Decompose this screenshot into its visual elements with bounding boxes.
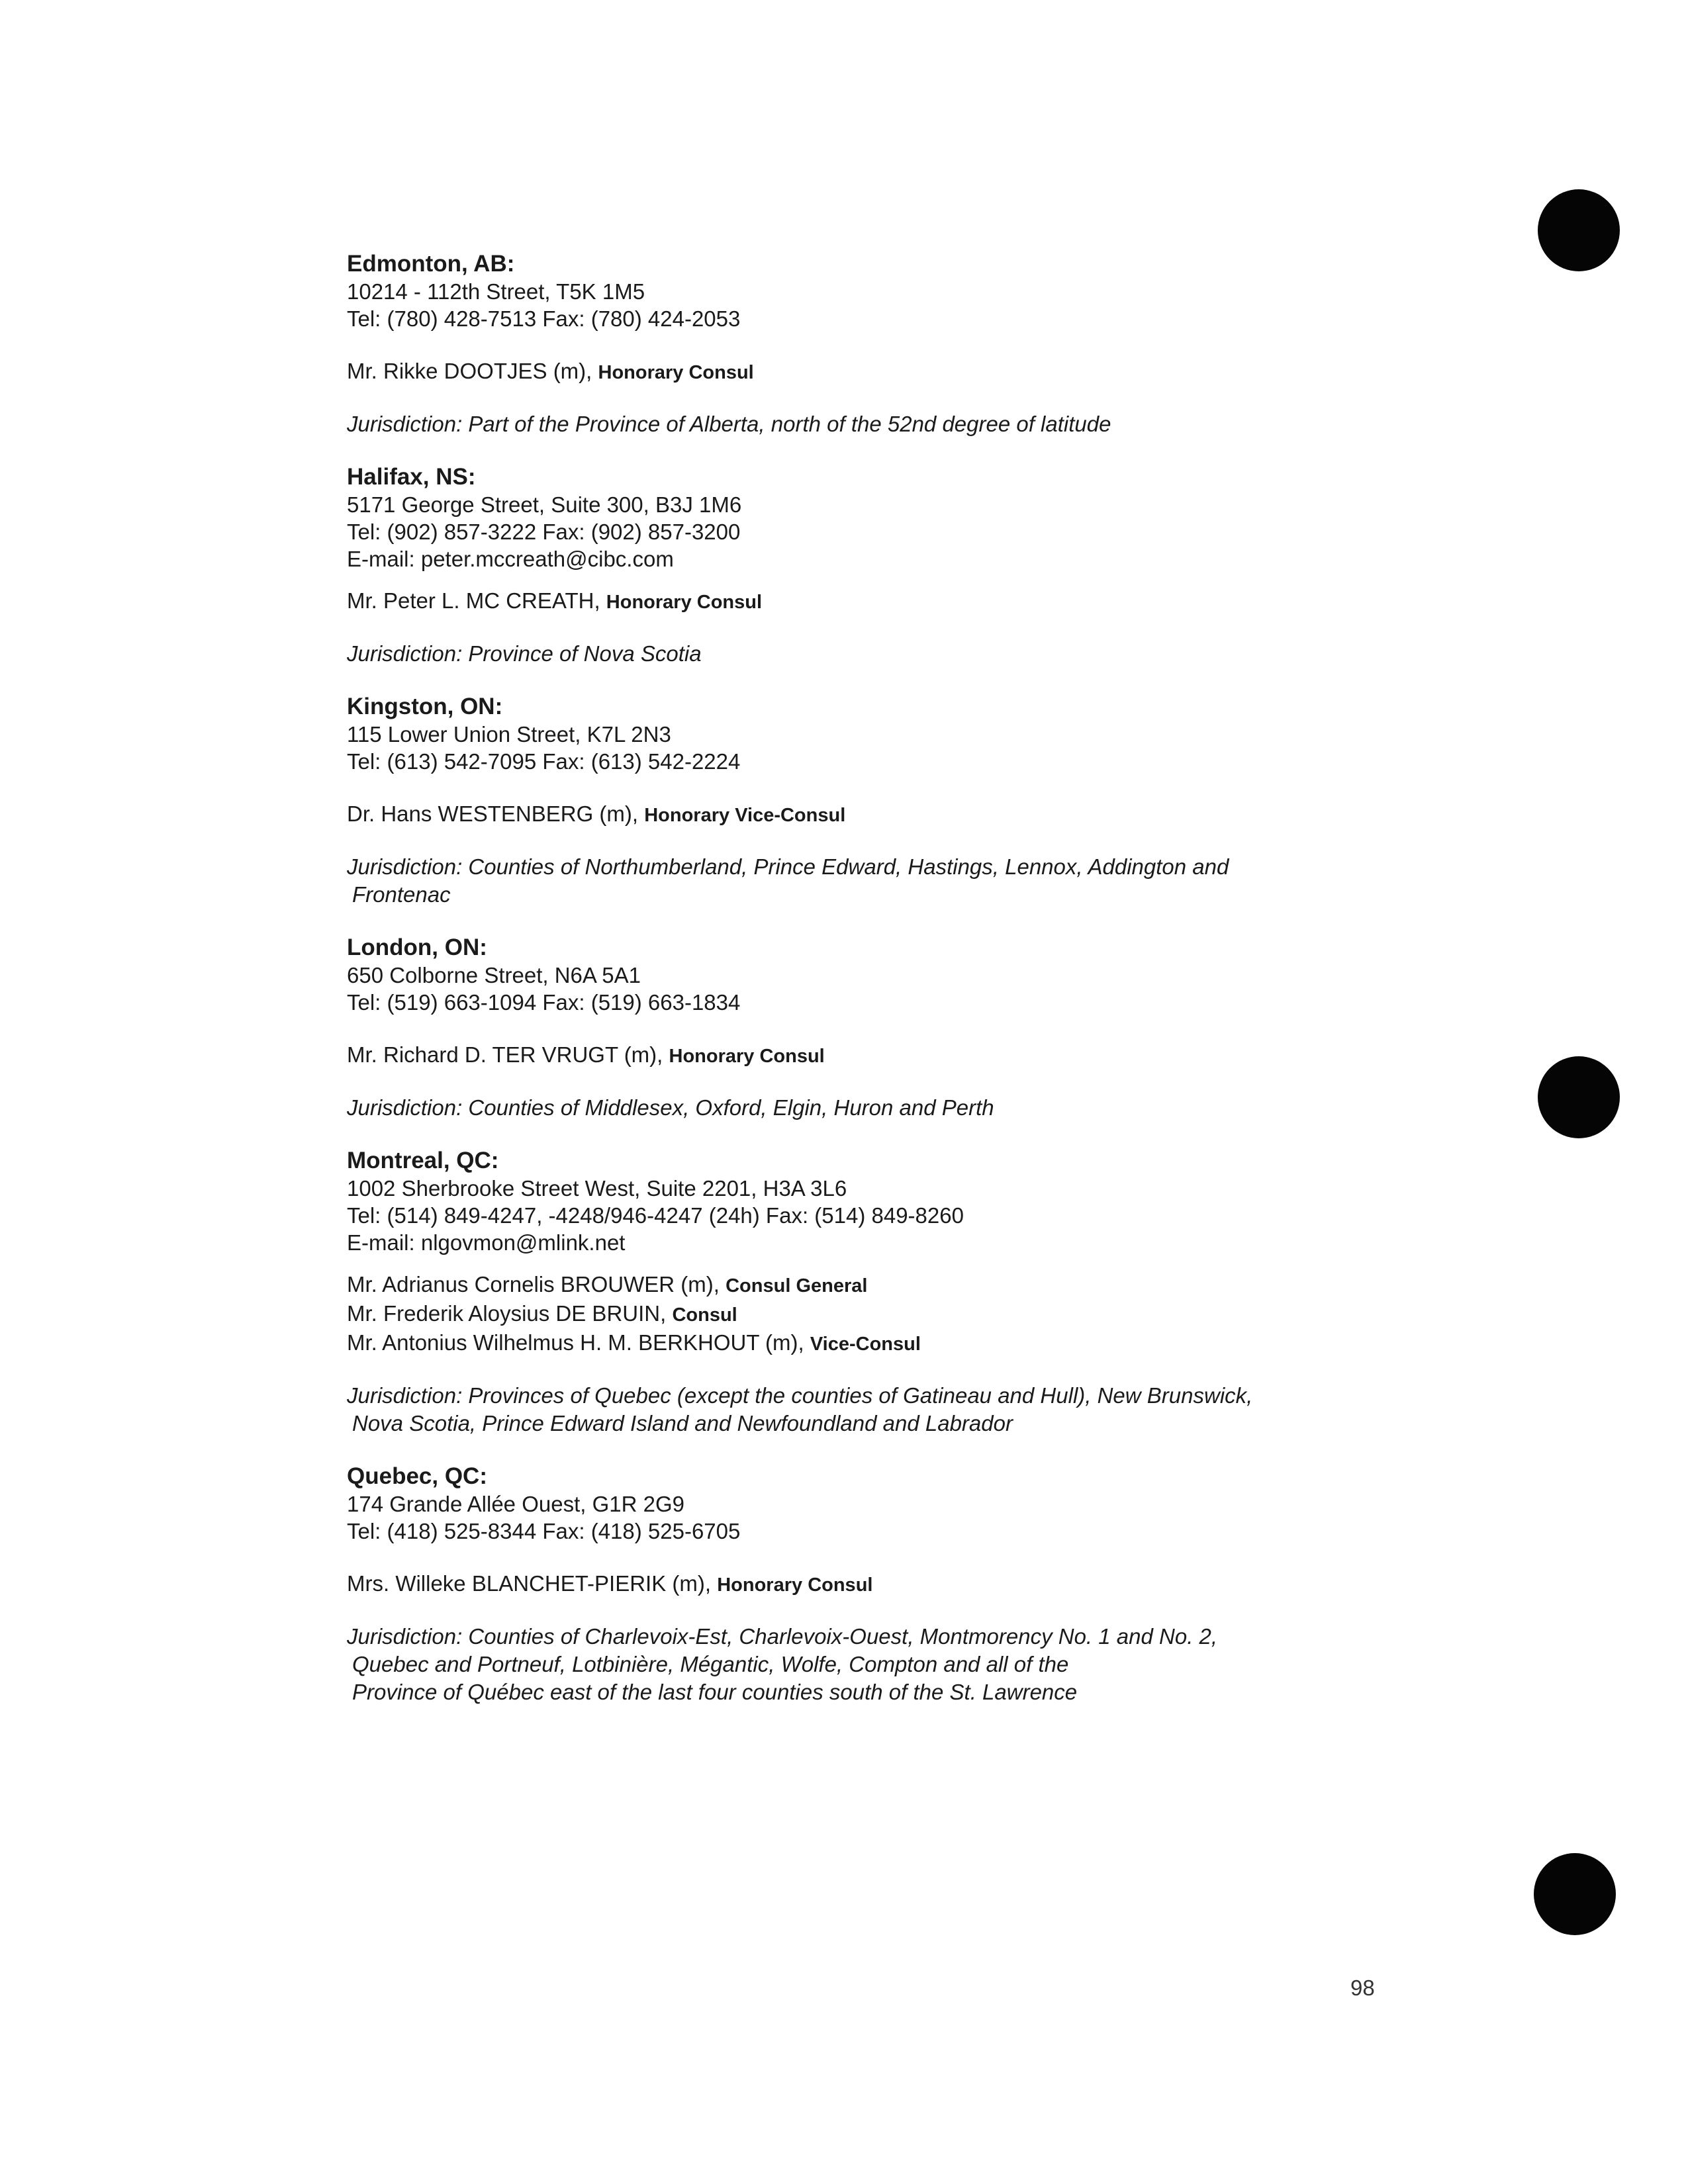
staff-name: Mr. Rikke DOOTJES (m), bbox=[347, 359, 598, 383]
jurisdiction-line: Jurisdiction: Counties of Middlesex, Oxford, Elgin, Huron and Perth bbox=[347, 1095, 994, 1120]
staff-list bbox=[347, 357, 1380, 387]
staff-list bbox=[347, 1570, 1380, 1599]
office-name: Halifax, NS: bbox=[347, 464, 476, 490]
jurisdiction-line: Jurisdiction: Province of Nova Scotia bbox=[347, 641, 702, 666]
jurisdiction bbox=[347, 1623, 1380, 1706]
jurisdiction-line: Jurisdiction: Provinces of Quebec (except the counties of Gatineau and Hull), New Brunswick, bbox=[347, 1383, 1253, 1408]
staff-member bbox=[347, 800, 1380, 829]
phone-line: Tel: (780) 428-7513 Fax: (780) 424-2053 bbox=[347, 306, 741, 331]
staff-name: Mr. Richard D. TER VRUGT (m), bbox=[347, 1042, 669, 1067]
staff-name: Mr. Antonius Wilhelmus H. M. BERKHOUT (m), bbox=[347, 1330, 810, 1355]
jurisdiction bbox=[347, 1382, 1380, 1437]
binder-hole-mark bbox=[1534, 1853, 1616, 1935]
phone-line: Tel: (514) 849-4247, -4248/946-4247 (24h) Fax: (514) 849-8260 bbox=[347, 1203, 964, 1228]
staff-title: Honorary Consul bbox=[606, 592, 763, 613]
office-name: Edmonton, AB: bbox=[347, 251, 515, 277]
jurisdiction-line: Quebec and Portneuf, Lotbinière, Mégantic, Wolfe, Compton and all of the bbox=[352, 1652, 1069, 1676]
phone-line: Tel: (418) 525-8344 Fax: (418) 525-6705 bbox=[347, 1519, 741, 1543]
binder-hole-mark bbox=[1538, 189, 1620, 271]
staff-list bbox=[347, 800, 1380, 829]
staff-title: Honorary Consul bbox=[598, 362, 754, 383]
jurisdiction-line: Nova Scotia, Prince Edward Island and Newfoundland and Labrador bbox=[352, 1411, 1013, 1435]
office-entry-halifax bbox=[347, 463, 1380, 668]
office-entry-kingston bbox=[347, 693, 1380, 909]
staff-title: Honorary Consul bbox=[717, 1574, 873, 1596]
address-line: 1002 Sherbrooke Street West, Suite 2201, H3A 3L6 bbox=[347, 1176, 847, 1201]
staff-name: Mr. Frederik Aloysius DE BRUIN, bbox=[347, 1301, 673, 1326]
office-entry-quebec bbox=[347, 1463, 1380, 1706]
office-name: London, ON: bbox=[347, 934, 487, 960]
staff-name: Mr. Adrianus Cornelis BROUWER (m), bbox=[347, 1272, 726, 1297]
staff-member bbox=[347, 587, 1380, 616]
email-line: E-mail: nlgovmon@mlink.net bbox=[347, 1230, 626, 1255]
jurisdiction-line: Jurisdiction: Part of the Province of Alberta, north of the 52nd degree of latitude bbox=[347, 412, 1111, 436]
consulate-listing bbox=[347, 250, 1380, 1706]
staff-member bbox=[347, 357, 1380, 387]
staff-title: Honorary Vice-Consul bbox=[644, 805, 846, 826]
phone-line: Tel: (613) 542-7095 Fax: (613) 542-2224 bbox=[347, 749, 741, 774]
page-number: 98 bbox=[1350, 1976, 1375, 2000]
staff-list bbox=[347, 587, 1380, 616]
staff-name: Dr. Hans WESTENBERG (m), bbox=[347, 801, 645, 826]
jurisdiction bbox=[347, 1094, 1380, 1122]
staff-member bbox=[347, 1329, 1380, 1358]
jurisdiction-line: Jurisdiction: Counties of Charlevoix-Est, Charlevoix-Ouest, Montmorency No. 1 and No. 2, bbox=[347, 1624, 1218, 1649]
phone-line: Tel: (902) 857-3222 Fax: (902) 857-3200 bbox=[347, 520, 741, 544]
staff-member bbox=[347, 1300, 1380, 1329]
address-line: 10214 - 112th Street, T5K 1M5 bbox=[347, 279, 645, 304]
jurisdiction-line: Jurisdiction: Counties of Northumberland, Prince Edward, Hastings, Lennox, Addington and bbox=[347, 854, 1229, 879]
staff-member bbox=[347, 1271, 1380, 1300]
jurisdiction bbox=[347, 853, 1380, 909]
binder-hole-mark bbox=[1538, 1056, 1620, 1138]
staff-member bbox=[347, 1570, 1380, 1599]
staff-list bbox=[347, 1041, 1380, 1070]
staff-title: Consul General bbox=[726, 1275, 868, 1297]
phone-line: Tel: (519) 663-1094 Fax: (519) 663-1834 bbox=[347, 990, 741, 1015]
staff-title: Vice-Consul bbox=[810, 1334, 921, 1355]
jurisdiction bbox=[347, 640, 1380, 668]
address-line: 115 Lower Union Street, K7L 2N3 bbox=[347, 722, 671, 747]
office-name: Kingston, ON: bbox=[347, 694, 503, 719]
office-entry-london bbox=[347, 934, 1380, 1122]
office-entry-montreal bbox=[347, 1147, 1380, 1437]
email-line: E-mail: peter.mccreath@cibc.com bbox=[347, 547, 674, 571]
address-line: 174 Grande Allée Ouest, G1R 2G9 bbox=[347, 1492, 684, 1516]
jurisdiction-line: Frontenac bbox=[352, 882, 451, 907]
staff-name: Mr. Peter L. MC CREATH, bbox=[347, 588, 606, 613]
office-name: Montreal, QC: bbox=[347, 1148, 499, 1173]
staff-title: Honorary Consul bbox=[669, 1046, 825, 1067]
office-entry-edmonton bbox=[347, 250, 1380, 438]
jurisdiction-line: Province of Québec east of the last four counties south of the St. Lawrence bbox=[352, 1680, 1078, 1704]
office-name: Quebec, QC: bbox=[347, 1463, 487, 1489]
staff-member bbox=[347, 1041, 1380, 1070]
staff-title: Consul bbox=[672, 1304, 737, 1326]
address-line: 5171 George Street, Suite 300, B3J 1M6 bbox=[347, 492, 742, 517]
staff-name: Mrs. Willeke BLANCHET-PIERIK (m), bbox=[347, 1571, 718, 1596]
staff-list bbox=[347, 1271, 1380, 1358]
address-line: 650 Colborne Street, N6A 5A1 bbox=[347, 963, 641, 987]
jurisdiction bbox=[347, 410, 1380, 438]
